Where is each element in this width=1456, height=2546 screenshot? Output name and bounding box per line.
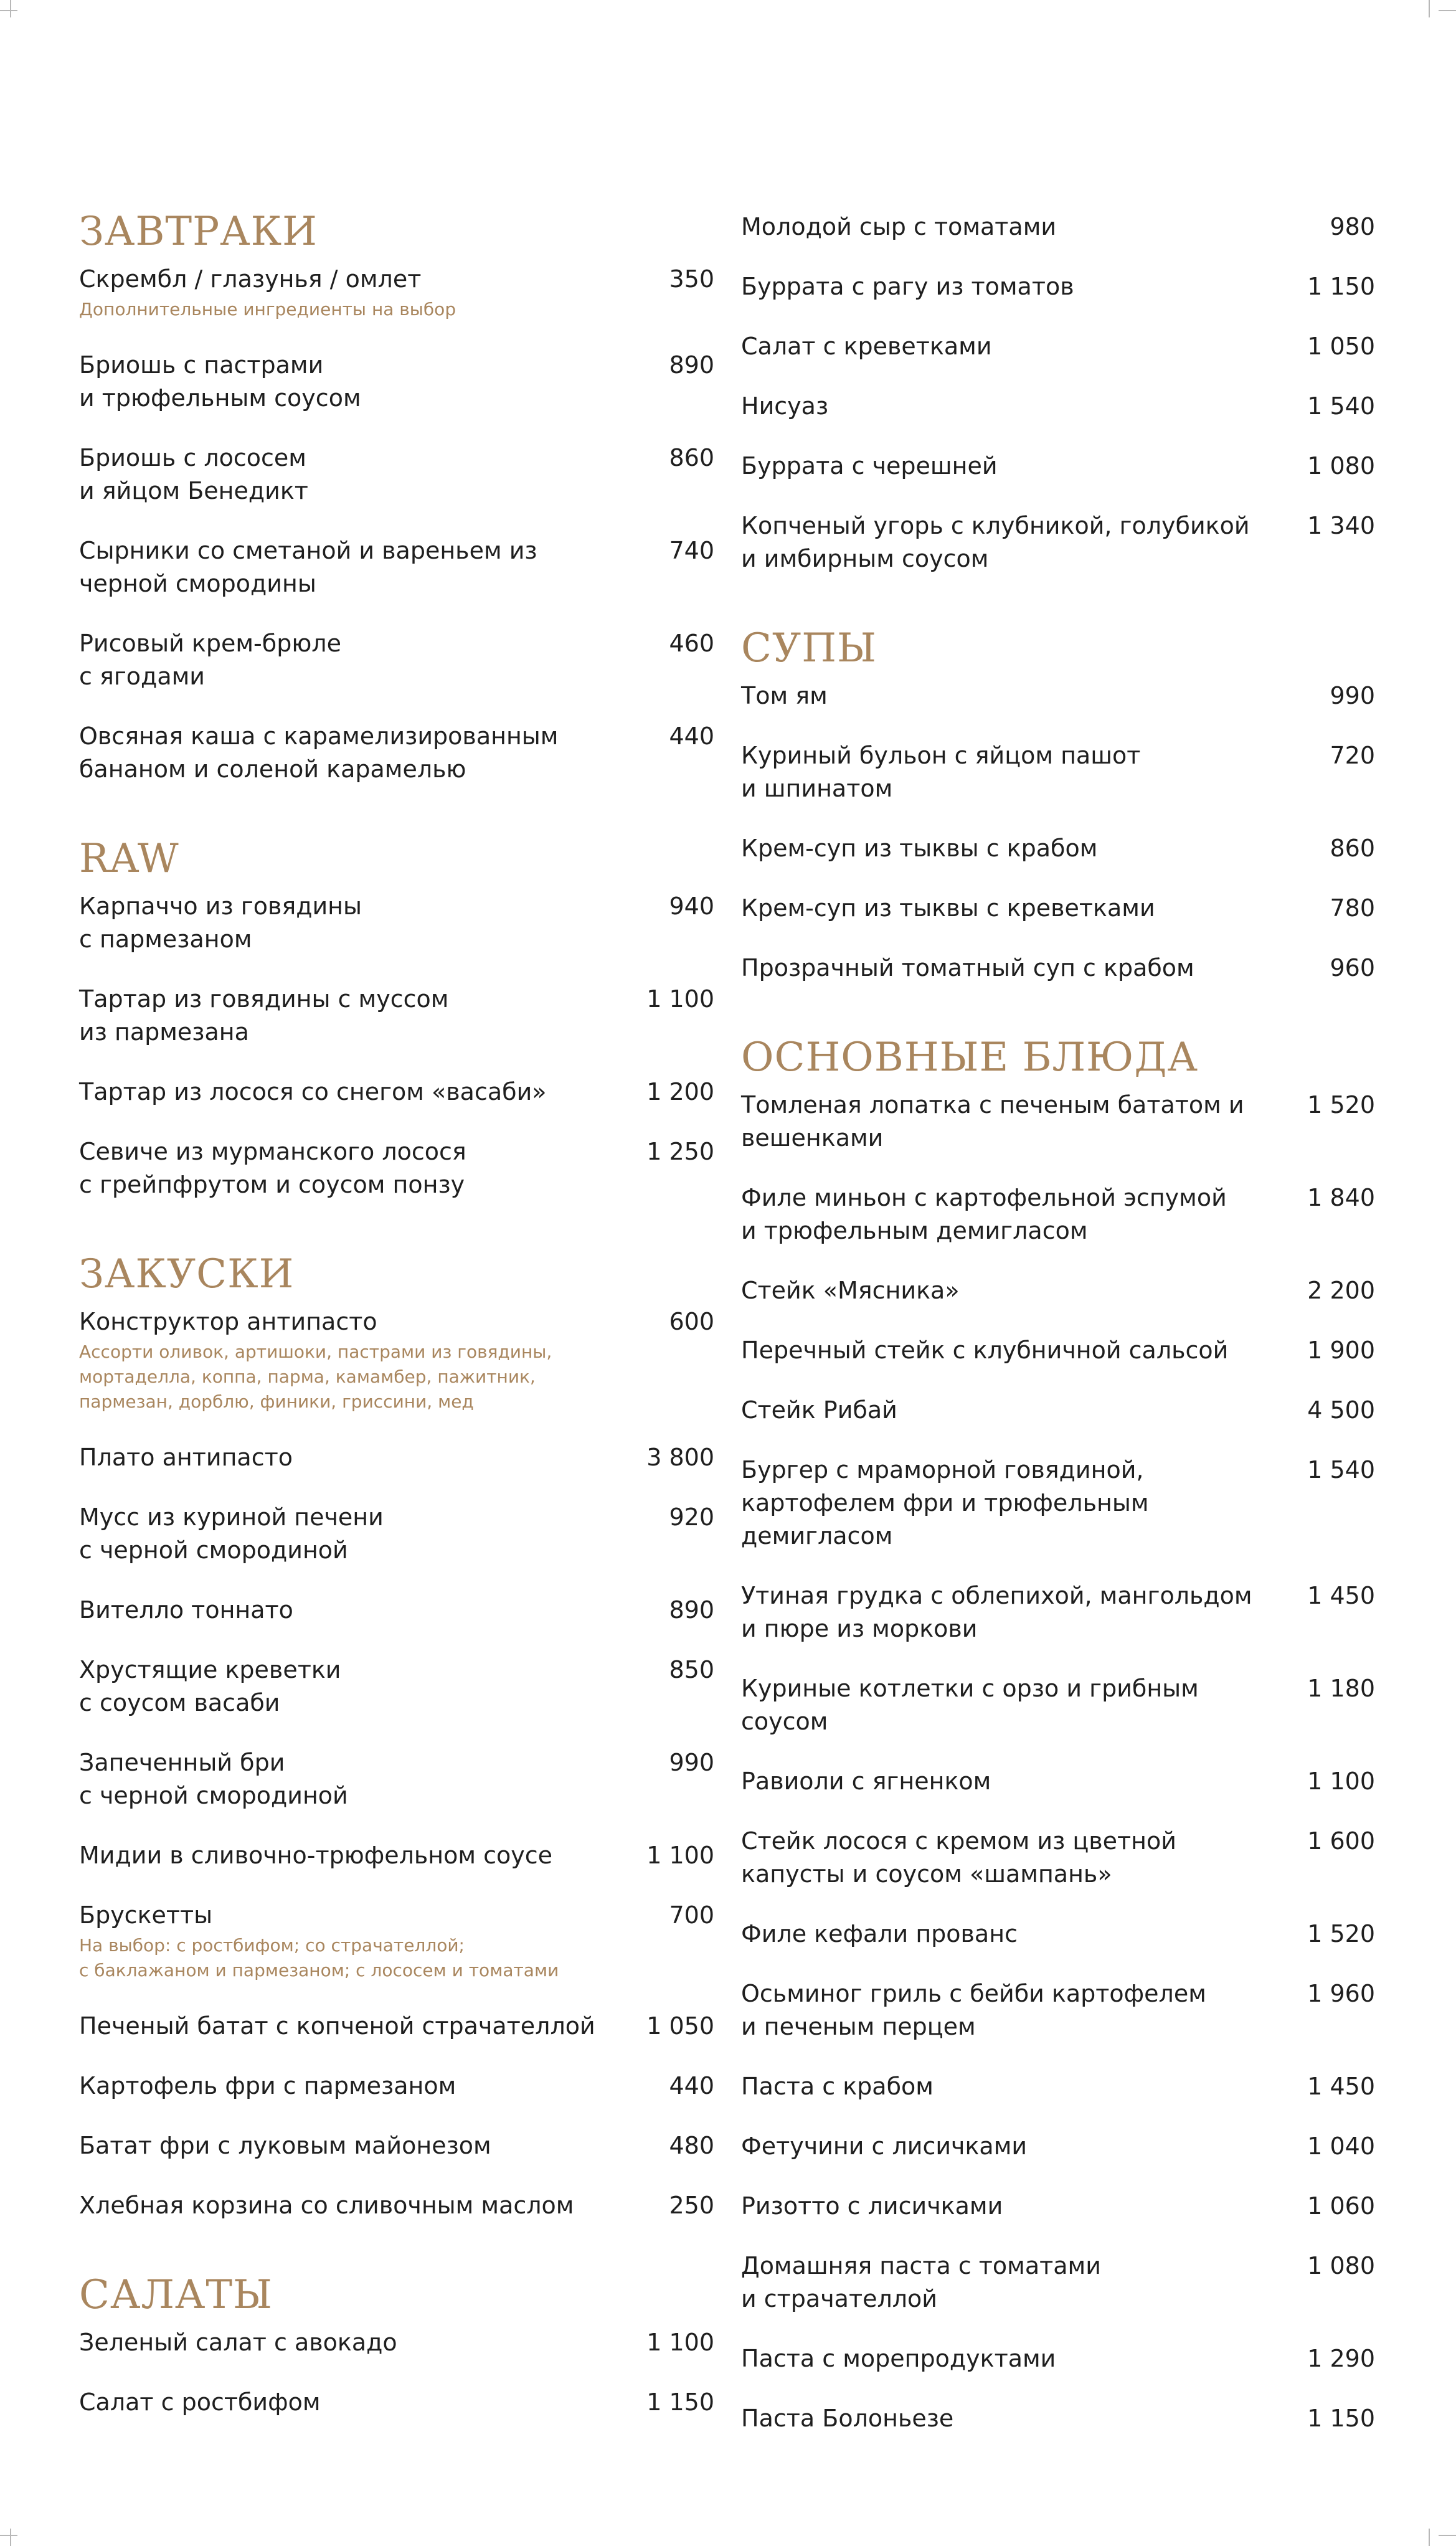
menu-item: [79, 890, 714, 956]
menu-item-price: 920: [669, 1503, 714, 1531]
menu-item-note: Дополнительные ингредиенты на выбор: [79, 299, 456, 319]
menu-item-name: Прозрачный томатный суп с крабом: [741, 954, 1194, 982]
menu-item-text: [741, 1672, 1258, 1738]
menu-item-price: 940: [669, 892, 714, 920]
menu-item-text: [741, 1334, 1258, 1367]
menu-item-name: Равиоли с ягненком: [741, 1768, 991, 1795]
menu-item-text: [741, 1181, 1258, 1247]
menu-item-name: Бриошь с пастрами и трюфельным соусом: [79, 351, 361, 412]
menu-item-price: 1 200: [646, 1078, 714, 1105]
crop-mark: [0, 10, 17, 11]
menu-item-name: Том ям: [741, 682, 828, 709]
crop-mark: [10, 0, 11, 17]
menu-item-text: [79, 2010, 596, 2043]
menu-item-price: 1 100: [646, 985, 714, 1013]
menu-item-text: [79, 2326, 596, 2359]
menu-item-name: Фетучини с лисичками: [741, 2132, 1028, 2160]
menu-item-price: 1 080: [1307, 452, 1375, 480]
menu-item: [741, 1181, 1375, 1247]
menu-item-name: Сырники со сметаной и вареньем из черной смородины: [79, 537, 537, 597]
menu-item-price: 480: [669, 2132, 714, 2159]
menu-item: [79, 1305, 714, 1414]
menu-item-text: [79, 442, 596, 508]
menu-item-price: 960: [1330, 954, 1375, 982]
menu-item-name: Буррата с черешней: [741, 452, 998, 480]
menu-item-price: 890: [669, 351, 714, 379]
menu-item-text: [79, 720, 596, 786]
menu-item-price: 740: [669, 537, 714, 564]
menu-item-price: 1 150: [1307, 2405, 1375, 2432]
menu-item: [741, 1579, 1375, 1645]
menu-item-name: Рисовый крем-брюле с ягодами: [79, 630, 341, 690]
menu-item-text: [741, 679, 1258, 712]
menu-item-text: [79, 2386, 596, 2419]
menu-item: [79, 1594, 714, 1627]
menu-item-price: 460: [669, 630, 714, 657]
menu-item-price: 1 840: [1307, 1184, 1375, 1211]
menu-item-name: Копченый угорь с клубникой, голубикой и имбирным соусом: [741, 512, 1250, 572]
menu-item: [741, 2190, 1375, 2223]
menu-section: [741, 211, 1375, 575]
menu-item-name: Томленая лопатка с печеным бататом и вешенками: [741, 1091, 1244, 1152]
menu-item-price: 350: [669, 265, 714, 293]
menu-item-name: Паста с морепродуктами: [741, 2345, 1056, 2372]
menu-item-price: 1 150: [1307, 273, 1375, 300]
menu-item: [79, 1654, 714, 1720]
menu-item-name: Брускетты: [79, 1901, 213, 1929]
crop-mark: [0, 2535, 17, 2536]
menu-item: [79, 2129, 714, 2162]
menu-item-name: Филе миньон с картофельной эспумой и трюфельным демигласом: [741, 1184, 1227, 1244]
menu-item-price: 780: [1330, 894, 1375, 922]
menu-item-text: [79, 2189, 596, 2222]
menu-item-text: [79, 349, 596, 415]
menu-item: [741, 1977, 1375, 2043]
menu-item-price: 850: [669, 1656, 714, 1683]
menu-item-name: Нисуаз: [741, 392, 829, 420]
menu-item-text: [741, 1454, 1258, 1553]
menu-item: [79, 1501, 714, 1567]
menu-item-name: Ризотто с лисичками: [741, 2192, 1003, 2220]
menu-item-text: [741, 450, 1258, 483]
menu-item: [79, 983, 714, 1049]
menu-item-text: [741, 2402, 1258, 2435]
menu-item-name: Бургер с мраморной говядиной, картофелем фри и трюфельным демигласом: [741, 1456, 1149, 1550]
menu-item-price: 1 540: [1307, 392, 1375, 420]
menu-column-left: [79, 199, 714, 2472]
menu-item-text: [79, 983, 596, 1049]
menu-section: [79, 836, 714, 1201]
menu-item: [741, 739, 1375, 805]
menu-item: [741, 1454, 1375, 1553]
menu-item-price: 1 180: [1307, 1675, 1375, 1702]
menu-item: [741, 1672, 1375, 1738]
menu-item-price: 1 960: [1307, 1980, 1375, 2007]
crop-mark: [1429, 2529, 1430, 2546]
menu-item-text: [741, 1089, 1258, 1155]
menu-item-text: [79, 1594, 596, 1627]
menu-item: [79, 2189, 714, 2222]
menu-item-price: 1 100: [646, 1842, 714, 1869]
crop-mark: [1439, 2535, 1456, 2536]
menu-item: [741, 390, 1375, 423]
menu-item-text: [741, 1274, 1258, 1307]
menu-item-price: 1 050: [1307, 333, 1375, 360]
menu-item-price: 860: [1330, 835, 1375, 862]
menu-item-text: [741, 2342, 1258, 2375]
menu-item-text: [79, 1654, 596, 1720]
menu-item: [741, 952, 1375, 985]
menu-item-name: Куриные котлетки с орзо и грибным соусом: [741, 1675, 1199, 1735]
menu-item: [79, 2326, 714, 2359]
menu-item-price: 2 200: [1307, 1277, 1375, 1304]
menu-item-price: 1 050: [646, 2012, 714, 2040]
menu-item: [741, 2342, 1375, 2375]
menu-item: [79, 1839, 714, 1872]
menu-item-price: 4 500: [1307, 1396, 1375, 1424]
menu-item: [741, 2402, 1375, 2435]
menu-item-name: Севиче из мурманского лосося с грейпфрутом и соусом понзу: [79, 1138, 466, 1198]
menu-item-name: Осьминог гриль с бейби картофелем и печеным перцем: [741, 1980, 1206, 2040]
menu-item-name: Печеный батат с копченой страчателлой: [79, 2012, 595, 2040]
menu-item-text: [79, 1501, 596, 1567]
menu-item: [741, 1918, 1375, 1951]
menu-item-text: [79, 1839, 596, 1872]
menu-item-text: [79, 1899, 596, 1983]
menu-item: [741, 450, 1375, 483]
section-title: RAW: [79, 836, 179, 882]
menu-item: [741, 832, 1375, 865]
menu-item-price: 440: [669, 722, 714, 750]
menu-item-text: [741, 1765, 1258, 1798]
menu-item-name: Филе кефали прованс: [741, 1920, 1018, 1947]
menu-item-price: 1 450: [1307, 1582, 1375, 1609]
section-title: ЗАКУСКИ: [79, 1251, 295, 1297]
menu-item-price: 1 520: [1307, 1091, 1375, 1119]
menu-item: [79, 2386, 714, 2419]
menu-item-name: Перечный стейк с клубничной сальсой: [741, 1337, 1229, 1364]
menu-item-name: Тартар из говядины с муссом из пармезана: [79, 985, 449, 1046]
menu-item-price: 1 540: [1307, 1456, 1375, 1484]
menu-item-text: [741, 952, 1258, 985]
menu-item-name: Овсяная каша с карамелизированным бананом и соленой карамелью: [79, 722, 559, 783]
menu-item-text: [741, 270, 1258, 303]
menu-item-name: Карпаччо из говядины с пармезаном: [79, 892, 362, 953]
menu-item-text: [741, 1825, 1258, 1891]
menu-item-price: 1 100: [646, 2329, 714, 2356]
menu-item-name: Вителло тоннато: [79, 1596, 293, 1624]
menu-item-price: 1 040: [1307, 2132, 1375, 2160]
menu-item-text: [79, 890, 596, 956]
menu-item-price: 860: [669, 444, 714, 471]
section-title: ОСНОВНЫЕ БЛЮДА: [741, 1034, 1198, 1081]
menu-item: [79, 534, 714, 600]
menu-item-price: 990: [669, 1749, 714, 1776]
menu-item-text: [79, 263, 596, 322]
menu-item: [741, 1825, 1375, 1891]
menu-item-name: Домашняя паста с томатами и страчателлой: [741, 2252, 1101, 2312]
section-title: СУПЫ: [741, 625, 877, 671]
menu-item: [741, 211, 1375, 244]
menu-item-text: [741, 1918, 1258, 1951]
menu-item: [79, 1076, 714, 1109]
menu-item-price: 1 290: [1307, 2345, 1375, 2372]
menu-item-text: [741, 2070, 1258, 2103]
menu-item-name: Крем-суп из тыквы с крабом: [741, 835, 1098, 862]
menu-item-name: Салат с ростбифом: [79, 2388, 321, 2416]
menu-item-price: 1 100: [1307, 1768, 1375, 1795]
menu-item: [741, 2070, 1375, 2103]
menu-item: [741, 2250, 1375, 2316]
menu-item-name: Паста Болоньезе: [741, 2405, 954, 2432]
menu-item-name: Батат фри с луковым майонезом: [79, 2132, 491, 2159]
menu-item-name: Стейк Рибай: [741, 1396, 897, 1424]
menu-item-price: 890: [669, 1596, 714, 1624]
menu-item-text: [79, 534, 596, 600]
menu-item-name: Зеленый салат с авокадо: [79, 2329, 397, 2356]
menu-section: [79, 1251, 714, 2222]
menu-item-price: 1 900: [1307, 1337, 1375, 1364]
menu-item-price: 1 520: [1307, 1920, 1375, 1947]
menu-item-text: [79, 1135, 596, 1201]
menu-item-text: [79, 2070, 596, 2103]
menu-item-name: Картофель фри с пармезаном: [79, 2072, 456, 2099]
section-title: ЗАВТРАКИ: [79, 209, 318, 255]
menu-item-text: [741, 739, 1258, 805]
menu-item: [741, 330, 1375, 363]
menu-item-price: 3 800: [646, 1444, 714, 1471]
menu-item-name: Конструктор антипасто: [79, 1308, 377, 1335]
menu-item-price: 1 080: [1307, 2252, 1375, 2279]
menu-item-name: Мусс из куриной печени с черной смородиной: [79, 1503, 384, 1564]
menu-item: [79, 442, 714, 508]
menu-item-text: [79, 1305, 596, 1414]
menu-item-name: Хлебная корзина со сливочным маслом: [79, 2192, 574, 2219]
menu-item-text: [79, 1076, 596, 1109]
menu-section: [79, 209, 714, 786]
menu-item-price: 700: [669, 1901, 714, 1929]
crop-mark: [10, 2529, 11, 2546]
menu-item-note: На выбор: с ростбифом; со страчателлой; с баклажаном и пармезаном; с лососем и томатами: [79, 1935, 559, 1980]
menu-item-name: Крем-суп из тыквы с креветками: [741, 894, 1155, 922]
menu-item-name: Паста с крабом: [741, 2073, 934, 2100]
menu-item-text: [79, 1746, 596, 1812]
menu-item: [741, 270, 1375, 303]
menu-item-price: 440: [669, 2072, 714, 2099]
menu-item-name: Скрембл / глазунья / омлет: [79, 265, 422, 293]
menu-item: [79, 263, 714, 322]
menu-item-price: 1 600: [1307, 1827, 1375, 1855]
menu-item: [741, 679, 1375, 712]
menu-item-price: 1 150: [646, 2388, 714, 2416]
menu-item-name: Куриный бульон с яйцом пашот и шпинатом: [741, 742, 1141, 802]
menu-item-name: Стейк лосося с кремом из цветной капусты и соусом «шампань»: [741, 1827, 1176, 1888]
menu-item-price: 720: [1330, 742, 1375, 769]
menu-item: [79, 2010, 714, 2043]
menu-item: [79, 1135, 714, 1201]
menu-item-text: [741, 832, 1258, 865]
menu-item-text: [79, 627, 596, 693]
menu-section: [741, 1034, 1375, 2435]
menu-item-name: Утиная грудка с облепихой, мангольдом и пюре из моркови: [741, 1582, 1252, 1642]
menu-column-right: [741, 211, 1375, 2488]
menu-item-name: Хрустящие креветки с соусом васаби: [79, 1656, 341, 1716]
menu-item: [79, 1441, 714, 1474]
menu-item-name: Тартар из лосося со снегом «васаби»: [79, 1078, 547, 1105]
menu-item: [741, 1334, 1375, 1367]
menu-item: [79, 2070, 714, 2103]
section-title: САЛАТЫ: [79, 2272, 273, 2318]
menu-item: [741, 509, 1375, 575]
menu-item-text: [79, 1441, 596, 1474]
menu-item-price: 990: [1330, 682, 1375, 709]
menu-item-text: [741, 509, 1258, 575]
menu-item-name: Стейк «Мясника»: [741, 1277, 960, 1304]
menu-item-text: [741, 1579, 1258, 1645]
menu-item-name: Запеченный бри с черной смородиной: [79, 1749, 348, 1809]
menu-item-text: [741, 2130, 1258, 2163]
menu-item-price: 1 060: [1307, 2192, 1375, 2220]
menu-item: [79, 1746, 714, 1812]
menu-item: [79, 349, 714, 415]
menu-item-name: Буррата с рагу из томатов: [741, 273, 1074, 300]
menu-item: [741, 1765, 1375, 1798]
menu-item-price: 250: [669, 2192, 714, 2219]
menu-item-text: [741, 2250, 1258, 2316]
menu-item-name: Бриошь с лососем и яйцом Бенедикт: [79, 444, 308, 504]
menu-item-text: [741, 1977, 1258, 2043]
menu-section: [741, 625, 1375, 985]
menu-item-name: Молодой сыр с томатами: [741, 213, 1057, 240]
menu-item: [79, 720, 714, 786]
menu-item-price: 980: [1330, 213, 1375, 240]
menu-item-note: Ассорти оливок, артишоки, пастрами из говядины, мортаделла, коппа, парма, камамбер, пажитник, пармезан, дорблю, финики, гриссини, мед: [79, 1342, 552, 1412]
menu-item: [741, 1394, 1375, 1427]
menu-item: [79, 627, 714, 693]
menu-item-text: [741, 1394, 1258, 1427]
menu-item-name: Плато антипасто: [79, 1444, 293, 1471]
menu-item-price: 1 340: [1307, 512, 1375, 539]
menu-item-text: [741, 2190, 1258, 2223]
menu-item-name: Салат с креветками: [741, 333, 992, 360]
crop-mark: [1439, 10, 1456, 11]
menu-item-text: [741, 390, 1258, 423]
menu-item: [741, 1089, 1375, 1155]
menu-item-price: 1 450: [1307, 2073, 1375, 2100]
menu-item: [741, 1274, 1375, 1307]
crop-mark: [1429, 0, 1430, 17]
menu-item-name: Мидии в сливочно-трюфельном соусе: [79, 1842, 553, 1869]
menu-item-text: [741, 211, 1258, 244]
menu-item-text: [741, 330, 1258, 363]
menu-item-text: [741, 892, 1258, 925]
menu-item: [741, 892, 1375, 925]
menu-item: [741, 2130, 1375, 2163]
menu-item: [79, 1899, 714, 1983]
menu-item-price: 1 250: [646, 1138, 714, 1165]
menu-item-text: [79, 2129, 596, 2162]
menu-item-price: 600: [669, 1308, 714, 1335]
menu-section: [79, 2272, 714, 2419]
